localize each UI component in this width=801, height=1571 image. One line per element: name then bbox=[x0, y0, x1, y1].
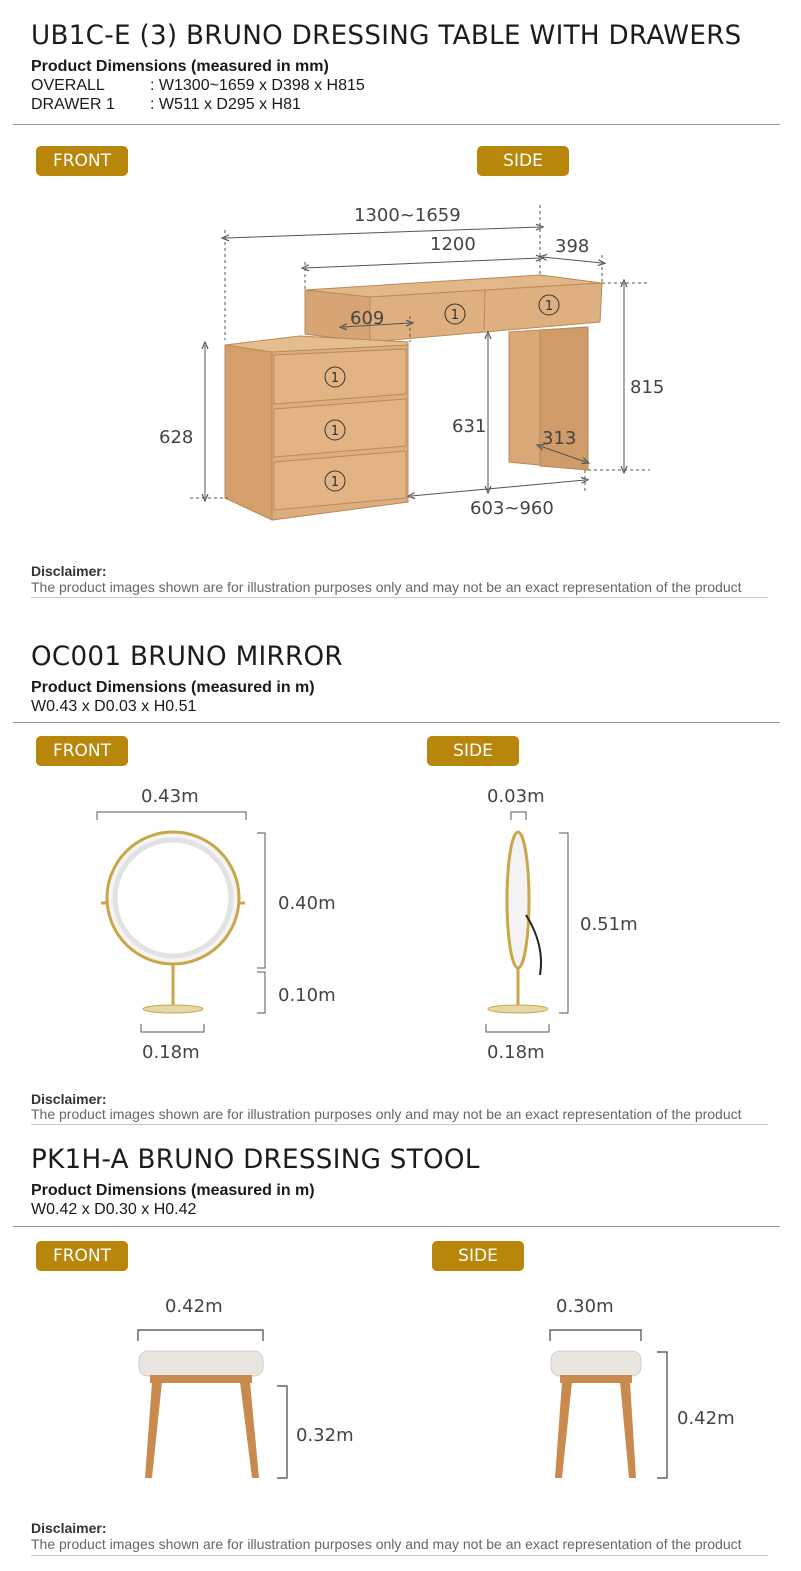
dim-cabinet-height: 628 bbox=[159, 427, 194, 448]
dim-front-width: 0.42m bbox=[165, 1296, 223, 1317]
stool-side bbox=[551, 1351, 641, 1478]
side-badge: SIDE bbox=[432, 1241, 524, 1271]
drawer-marker-label: 1 bbox=[330, 475, 340, 490]
disclaimer-text: The product images shown are for illustration purposes only and may not be an exact representation of the product bbox=[31, 1106, 742, 1122]
section-title-mirror: OC001 BRUNO MIRROR bbox=[31, 641, 343, 672]
dim-stand-height: 0.10m bbox=[278, 985, 336, 1006]
drawer-marker-label: 1 bbox=[330, 371, 340, 386]
spec-value-overall: : W1300~1659 x D398 x H815 bbox=[150, 77, 365, 94]
spec-label-drawer: DRAWER 1 bbox=[31, 96, 115, 113]
drawer-marker-label: 1 bbox=[544, 299, 554, 314]
section-subtitle: Product Dimensions (measured in m) bbox=[31, 1182, 315, 1199]
disclaimer-text: The product images shown are for illustration purposes only and may not be an exact representation of the product bbox=[31, 1536, 742, 1552]
dim-side-depth: 0.03m bbox=[487, 786, 545, 807]
disclaimer-heading: Disclaimer: bbox=[31, 1091, 107, 1107]
spec-label-overall: OVERALL bbox=[31, 77, 105, 94]
dim-overall-width: 1300~1659 bbox=[354, 205, 461, 226]
side-badge: SIDE bbox=[477, 146, 569, 176]
front-badge: FRONT bbox=[36, 146, 128, 176]
section-title-dressing-table: UB1C-E (3) BRUNO DRESSING TABLE WITH DRAWERS bbox=[31, 20, 742, 51]
dim-front-width: 0.43m bbox=[141, 786, 199, 807]
spec-dimensions: W0.42 x D0.30 x H0.42 bbox=[31, 1201, 197, 1218]
disclaimer-underline bbox=[31, 1555, 768, 1556]
section-title-stool: PK1H-A BRUNO DRESSING STOOL bbox=[31, 1144, 480, 1175]
section-subtitle: Product Dimensions (measured in m) bbox=[31, 679, 315, 696]
disclaimer-heading: Disclaimer: bbox=[31, 1520, 107, 1536]
disclaimer-text: The product images shown are for illustration purposes only and may not be an exact representation of the product bbox=[31, 579, 742, 595]
dim-depth: 398 bbox=[555, 236, 590, 257]
section-subtitle: Product Dimensions (measured in mm) bbox=[31, 58, 329, 75]
dim-knee-height: 631 bbox=[452, 416, 487, 437]
dim-span: 603~960 bbox=[470, 498, 554, 519]
drawer-marker-label: 1 bbox=[330, 424, 340, 439]
dim-drawer-width: 609 bbox=[350, 308, 385, 329]
side-badge: SIDE bbox=[427, 736, 519, 766]
dim-top-width: 1200 bbox=[430, 234, 476, 255]
front-badge: FRONT bbox=[36, 1241, 128, 1271]
dim-height: 815 bbox=[630, 377, 665, 398]
dim-side-height: 0.42m bbox=[677, 1408, 735, 1429]
drawer-marker-label: 1 bbox=[450, 308, 460, 323]
dim-mirror-height: 0.40m bbox=[278, 893, 336, 914]
dim-side-height: 0.51m bbox=[580, 914, 638, 935]
front-badge: FRONT bbox=[36, 736, 128, 766]
dim-side-depth: 0.30m bbox=[556, 1296, 614, 1317]
spec-dimensions: W0.43 x D0.03 x H0.51 bbox=[31, 698, 197, 715]
dim-leg-depth: 313 bbox=[542, 428, 577, 449]
stool-front bbox=[139, 1351, 263, 1478]
spec-value-drawer: : W511 x D295 x H81 bbox=[150, 96, 301, 113]
dim-side-base: 0.18m bbox=[487, 1042, 545, 1063]
dim-base-width: 0.18m bbox=[142, 1042, 200, 1063]
dim-front-leg-height: 0.32m bbox=[296, 1425, 354, 1446]
disclaimer-heading: Disclaimer: bbox=[31, 563, 107, 579]
